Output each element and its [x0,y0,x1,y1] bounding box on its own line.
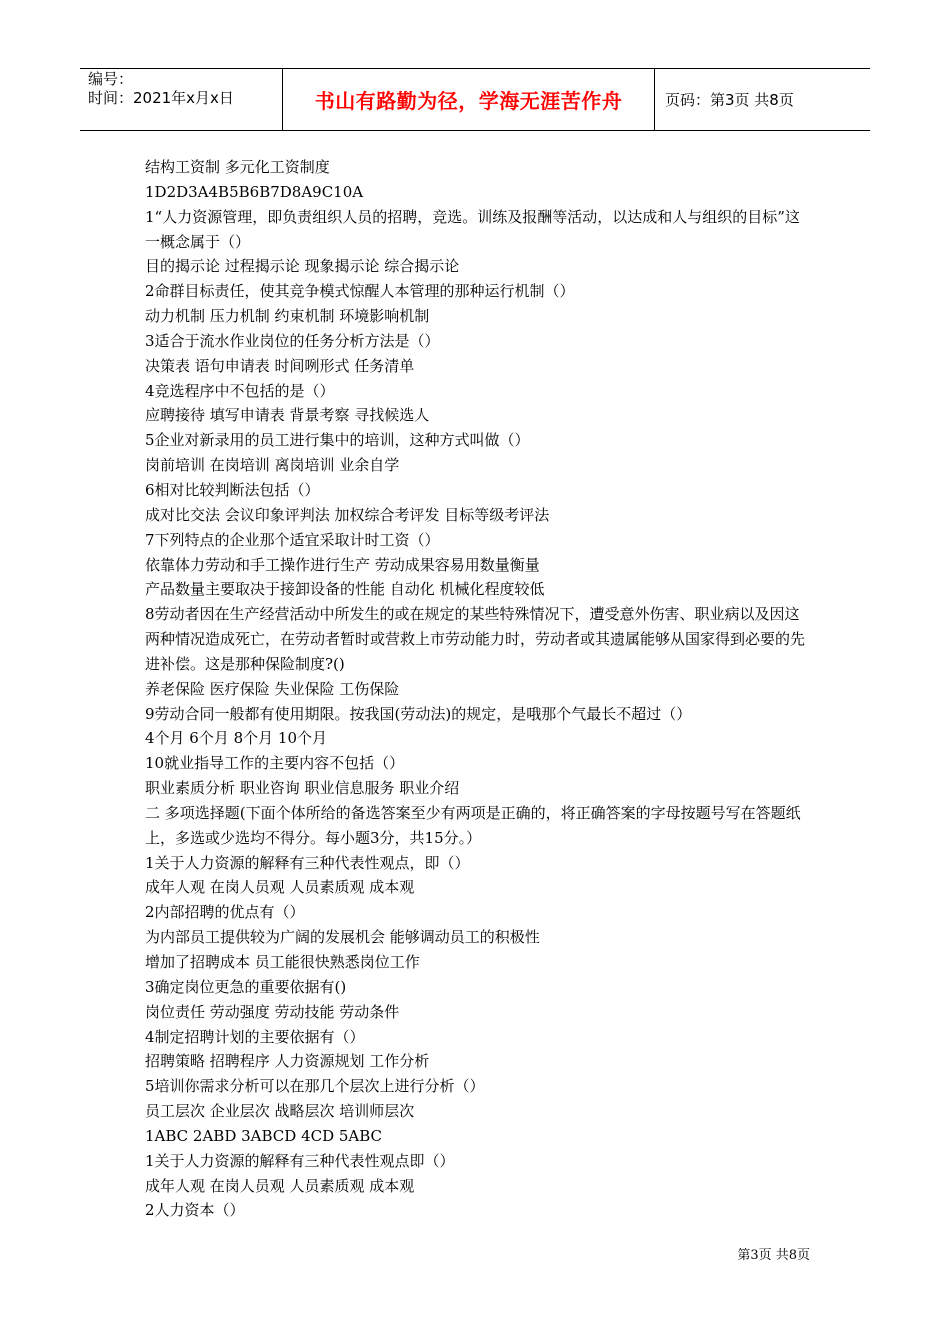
text-line: 7下列特点的企业那个适宜采取计时工资（） [145,530,440,549]
text-line: 决策表 语句申请表 时间咧形式 任务清单 [145,356,415,375]
text-line: 6相对比较判断法包括（） [145,480,320,499]
text-line: 2内部招聘的优点有（） [145,903,305,922]
text-line: 4竞选程序中不包括的是（） [145,381,335,400]
text-line: 岗位责任 劳动强度 劳动技能 劳动条件 [145,1002,400,1021]
text-line: 产品数量主要取决于接卸设备的性能 自动化 机械化程度较低 [145,580,545,599]
text-line: 员工层次 企业层次 战略层次 培训师层次 [145,1102,415,1121]
text-line: 9劳动合同一般都有使用期限。按我国(劳动法)的规定，是哦那个气最长不超过（） [145,704,692,723]
text-line: 1“人力资源管理，即负责组织人员的招聘，竞选。训练及报酬等活动，以达成和人与组织的目标”这一概念属于（） [145,207,800,251]
text-line: 3确定岗位更急的重要依据有() [145,977,347,996]
text-line: 增加了招聘成本 员工能很快熟悉岗位工作 [145,953,420,971]
text-line: 二 多项选择题(下面个体所给的备选答案至少有两项是正确的，将正确答案的字母按题号写在答题纸上，多选或少选均不得分。每小题3分，共15分。） [145,803,801,847]
text-line: 3适合于流水作业岗位的任务分析方法是（） [145,331,440,350]
text-line: 4制定招聘计划的主要依据有（） [145,1027,365,1046]
header-motto-cell [282,69,655,130]
text-line: 5培训你需求分析可以在那几个层次上进行分析（） [145,1077,485,1096]
text-line: 4个月 6个月 8个月 10个月 [145,729,328,748]
text-line: 依靠体力劳动和手工操作进行生产 劳动成果容易用数量衡量 [145,555,540,574]
text-line: 5企业对新录用的员工进行集中的培训，这种方式叫做（） [145,431,530,450]
text-line: 养老保险 医疗保险 失业保险 工伤保险 [145,679,400,698]
text-line: 10就业指导工作的主要内容不包括（） [145,754,405,773]
header-info-cell [80,69,282,130]
text-line: 应聘接待 填写申请表 背景考察 寻找候选人 [145,406,430,425]
header-page-cell [655,69,870,130]
document-time-label: 时间：2021年x月x日 [88,89,234,107]
page-footer [700,1247,810,1265]
text-line: 1D2D3A4B5B6B7D8A9C10A [145,182,364,201]
text-line: 2人力资本（） [145,1201,245,1220]
document-body [145,155,810,1223]
page-header [80,68,870,131]
text-line: 动力机制 压力机制 约束机制 环境影响机制 [145,307,430,326]
text-line: 招聘策略 招聘程序 人力资源规划 工作分析 [145,1052,430,1071]
text-line: 成年人观 在岗人员观 人员素质观 成本观 [145,1176,415,1195]
document-number-label: 编号： [88,70,134,88]
footer-page-number: 第3页 共8页 [737,1248,810,1263]
text-line: 成对比交法 会议印象评判法 加权综合考评发 目标等级考评法 [145,505,550,524]
text-line: 1关于人力资源的解释有三种代表性观点，即（） [145,853,470,872]
text-line: 8劳动者因在生产经营活动中所发生的或在规定的某些特殊情况下，遭受意外伤害、职业病以及因这两种情况造成死亡，在劳动者暂时或营救上市劳动能力时，劳动者或其遗属能够从国家得到必要的先进补偿。这是那种保险制度?() [145,605,806,673]
text-line: 1ABC 2ABD 3ABCD 4CD 5ABC [145,1126,383,1145]
text-line: 岗前培训 在岗培训 离岗培训 业余自学 [145,456,400,475]
text-line: 为内部员工提供较为广阔的发展机会 能够调动员工的积极性 [145,928,540,947]
text-line: 结构工资制 多元化工资制度 [145,158,330,176]
text-line: 2命群目标责任，使其竞争模式惊醒人本管理的那种运行机制（） [145,282,575,301]
text-line: 1关于人力资源的解释有三种代表性观点即（） [145,1151,455,1170]
header-page-label: 页码：第3页 共8页 [665,91,794,109]
text-line: 职业素质分析 职业咨询 职业信息服务 职业介绍 [145,779,460,798]
header-motto: 书山有路勤为径，学海无涯苦作舟 [314,89,623,113]
text-line: 目的揭示论 过程揭示论 现象揭示论 综合揭示论 [145,257,460,276]
text-line: 成年人观 在岗人员观 人员素质观 成本观 [145,878,415,897]
